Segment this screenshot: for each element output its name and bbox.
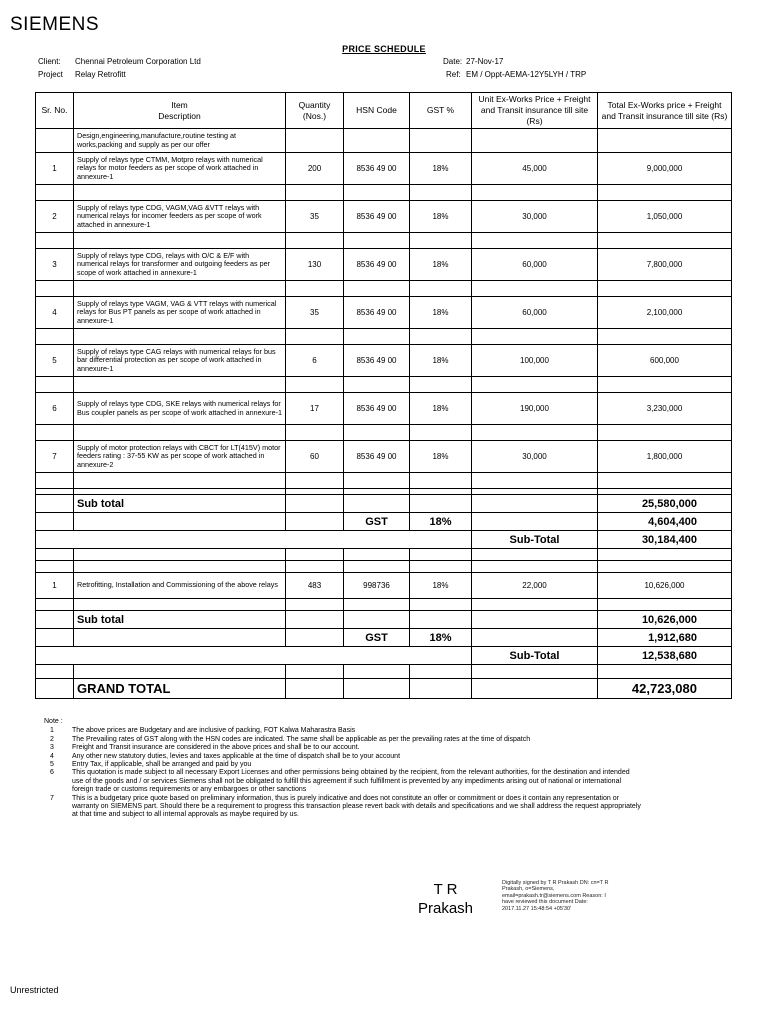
spacer-row xyxy=(36,549,732,561)
note-item xyxy=(44,769,642,794)
row-unit-price: 45,000 xyxy=(472,153,598,185)
empty-cell xyxy=(472,473,598,489)
row-total-price: 10,626,000 xyxy=(598,573,732,599)
empty-cell xyxy=(472,185,598,201)
subtotal-row xyxy=(36,495,732,513)
row-hsn-code: 8536 49 00 xyxy=(344,441,410,473)
empty-cell xyxy=(410,185,472,201)
signature-name xyxy=(418,880,473,918)
empty-cell xyxy=(286,329,344,345)
empty-cell xyxy=(344,549,410,561)
empty-cell xyxy=(74,329,286,345)
sub-total-label: Sub-Total xyxy=(472,531,598,549)
ref-label: Ref: xyxy=(446,70,461,79)
header-hsn: HSN Code xyxy=(344,93,410,129)
empty-cell xyxy=(598,665,732,679)
price-schedule-body xyxy=(35,152,732,699)
header-qty: Quantity (Nos.) xyxy=(286,93,344,129)
empty-cell xyxy=(472,629,598,647)
signature-name-line1: T R xyxy=(433,881,458,898)
empty-cell xyxy=(74,377,286,393)
row-description: Supply of relays type VAGM, VAG & VTT relays with numerical relays for Bus PT panels as per scope of work attached in annexure-1 xyxy=(74,297,286,329)
client-label: Client: xyxy=(38,57,61,66)
sub-total-blank xyxy=(36,531,472,549)
empty-cell xyxy=(344,679,410,699)
empty-cell xyxy=(286,233,344,249)
empty-cell xyxy=(410,599,472,611)
empty-cell xyxy=(36,629,74,647)
note-text: Any other new statutory duties, levies and taxes applicable at the time of dispatch shall be to your account xyxy=(72,752,401,760)
empty-cell xyxy=(286,561,344,573)
empty-cell xyxy=(74,513,286,531)
spacer-row xyxy=(36,599,732,611)
note-text: This is a budgetary price quote based on preliminary information, thus is purely indicative and does not constitute an offer or commitment or does it contain any representation or warranty on SIEMENS part. Should there be a requirement to progress this transaction please revert back with details and specifications and we shall address the request appropriately at that time and subject to all internal approvals as maybe required by us. xyxy=(72,794,641,819)
note-number: 6 xyxy=(50,769,54,777)
row-quantity: 483 xyxy=(286,573,344,599)
header-total-price: Total Ex-Works price + Freight and Transit insurance till site (Rs) xyxy=(598,93,732,129)
empty-cell xyxy=(472,281,598,297)
table-row xyxy=(36,297,732,329)
header-row xyxy=(36,93,732,129)
table-row xyxy=(36,201,732,233)
page-title xyxy=(0,44,768,54)
header-gst: GST % xyxy=(410,93,472,129)
empty-cell xyxy=(286,425,344,441)
table-row xyxy=(36,153,732,185)
empty-cell xyxy=(472,329,598,345)
empty-cell xyxy=(598,377,732,393)
empty-cell xyxy=(286,679,344,699)
empty-cell xyxy=(74,281,286,297)
date-value: 27-Nov-17 xyxy=(466,57,504,66)
row-unit-price: 100,000 xyxy=(472,345,598,377)
subtotal-label: Sub total xyxy=(74,495,286,513)
empty-cell xyxy=(36,549,74,561)
table-row xyxy=(36,441,732,473)
gst-percent: 18% xyxy=(410,513,472,531)
note-number: 7 xyxy=(50,794,54,802)
note-number: 2 xyxy=(50,735,54,743)
empty-cell xyxy=(36,513,74,531)
note-number: 1 xyxy=(50,727,54,735)
empty-cell xyxy=(472,549,598,561)
empty-cell xyxy=(344,665,410,679)
empty-cell xyxy=(36,425,74,441)
empty-cell xyxy=(286,599,344,611)
empty-cell xyxy=(472,425,598,441)
row-quantity: 35 xyxy=(286,201,344,233)
empty-cell xyxy=(36,329,74,345)
empty-cell xyxy=(410,549,472,561)
note-number: 4 xyxy=(50,752,54,760)
empty-cell xyxy=(344,473,410,489)
row-hsn-code: 8536 49 00 xyxy=(344,393,410,425)
empty-cell xyxy=(286,473,344,489)
gst-label: GST xyxy=(344,513,410,531)
note-number: 5 xyxy=(50,761,54,769)
spacer-row xyxy=(36,233,732,249)
header-item xyxy=(74,93,286,129)
empty-cell xyxy=(410,679,472,699)
row-sr: 7 xyxy=(36,441,74,473)
row-total-price: 3,230,000 xyxy=(598,393,732,425)
empty-cell xyxy=(286,629,344,647)
spacer-row xyxy=(36,425,732,441)
row-unit-price: 30,000 xyxy=(472,441,598,473)
empty-cell xyxy=(410,473,472,489)
empty-cell xyxy=(74,425,286,441)
row-unit-price: 22,000 xyxy=(472,573,598,599)
empty-cell xyxy=(36,233,74,249)
spacer-row xyxy=(36,329,732,345)
brand-logo: SIEMENS xyxy=(10,14,100,35)
note-text: The Prevailing rates of GST along with the HSN codes are indicated. The same shall be applicable as per the prevailing rates at the time of dispatch xyxy=(72,735,531,743)
empty-cell xyxy=(598,281,732,297)
table-row xyxy=(36,393,732,425)
digital-signature-text: Digitally signed by T R Prakash DN: cn=T R Prakash, o=Siemens, email=prakash.tr@siemens.com Reason: I have reviewed this document Date: 2017.11.27 15:48:54 +05'30' xyxy=(502,880,609,912)
spacer-row xyxy=(36,665,732,679)
empty-cell xyxy=(286,281,344,297)
empty-cell xyxy=(286,377,344,393)
intro-row xyxy=(36,129,732,153)
empty-cell xyxy=(410,329,472,345)
row-sr: 3 xyxy=(36,249,74,281)
subtotal-value: 25,580,000 xyxy=(598,495,732,513)
gst-row xyxy=(36,629,732,647)
empty-cell xyxy=(598,561,732,573)
empty-cell xyxy=(74,233,286,249)
row-quantity: 200 xyxy=(286,153,344,185)
header-item-line1: Item xyxy=(171,99,188,110)
empty-cell xyxy=(598,549,732,561)
empty-cell xyxy=(36,473,74,489)
row-sr: 2 xyxy=(36,201,74,233)
empty-cell xyxy=(286,495,344,513)
sub-total-value: 12,538,680 xyxy=(598,647,732,665)
grand-total-label: GRAND TOTAL xyxy=(74,679,286,699)
empty-cell xyxy=(36,599,74,611)
empty-cell xyxy=(74,473,286,489)
empty-cell xyxy=(74,561,286,573)
client-value: Chennai Petroleum Corporation Ltd xyxy=(75,57,201,66)
row-gst: 18% xyxy=(410,249,472,281)
empty-cell xyxy=(472,233,598,249)
gst-label: GST xyxy=(344,629,410,647)
subtotal-value: 10,626,000 xyxy=(598,611,732,629)
note-item xyxy=(44,761,642,769)
row-description: Supply of motor protection relays with CBCT for LT(415V) motor feeders rating : 37-55 KW as per scope of work attached in annexure-2 xyxy=(74,441,286,473)
empty-cell xyxy=(472,611,598,629)
subtotal-label: Sub total xyxy=(74,611,286,629)
sub-total-value: 30,184,400 xyxy=(598,531,732,549)
empty-cell xyxy=(36,679,74,699)
spacer-row xyxy=(36,281,732,297)
empty-cell xyxy=(344,233,410,249)
row-gst: 18% xyxy=(410,441,472,473)
sub-total-blank xyxy=(36,647,472,665)
row-description: Supply of relays type CTMM, Motpro relays with numerical relays for motor feeders as per scope of work attached in annexure-1 xyxy=(74,153,286,185)
empty-cell xyxy=(410,425,472,441)
empty-cell xyxy=(286,549,344,561)
empty-cell xyxy=(286,611,344,629)
row-quantity: 60 xyxy=(286,441,344,473)
empty-cell xyxy=(410,611,472,629)
note-text: This quotation is made subject to all necessary Export Licenses and other permissions being obtained by the recipient, from the relevant authorities, for the destination and intended use of the goods and / or services Siemens shall not be obligated to fulfill this agreement if such fulfillment is prevented by any impediments arising out of national or international foreign trade or customs requirements or any embargoes or other sanctions xyxy=(72,769,630,794)
title-text: PRICE SCHEDULE xyxy=(342,44,426,54)
row-hsn-code: 8536 49 00 xyxy=(344,153,410,185)
grand-total-row xyxy=(36,679,732,699)
row-hsn-code: 998736 xyxy=(344,573,410,599)
empty-cell xyxy=(344,281,410,297)
empty-cell xyxy=(74,665,286,679)
sub-total-label: Sub-Total xyxy=(472,647,598,665)
spacer-row xyxy=(36,185,732,201)
row-hsn-code: 8536 49 00 xyxy=(344,201,410,233)
note-number: 3 xyxy=(50,744,54,752)
notes-heading: Note : xyxy=(44,718,63,725)
row-unit-price: 60,000 xyxy=(472,297,598,329)
empty-cell xyxy=(36,611,74,629)
row-sr: 1 xyxy=(36,153,74,185)
empty-cell xyxy=(74,185,286,201)
row-total-price: 9,000,000 xyxy=(598,153,732,185)
empty-cell xyxy=(344,377,410,393)
project-label: Project xyxy=(38,70,63,79)
header-item-line2: Description xyxy=(158,110,201,121)
empty-cell xyxy=(344,425,410,441)
empty-cell xyxy=(472,561,598,573)
notes-section xyxy=(44,718,642,820)
row-unit-price: 30,000 xyxy=(472,201,598,233)
row-gst: 18% xyxy=(410,201,472,233)
row-total-price: 7,800,000 xyxy=(598,249,732,281)
gst-row xyxy=(36,513,732,531)
row-total-price: 600,000 xyxy=(598,345,732,377)
empty-cell xyxy=(286,513,344,531)
date-label: Date: xyxy=(443,57,463,66)
price-schedule-table xyxy=(35,92,732,153)
row-hsn-code: 8536 49 00 xyxy=(344,345,410,377)
row-unit-price: 190,000 xyxy=(472,393,598,425)
note-item xyxy=(44,753,642,761)
sub-total-row xyxy=(36,531,732,549)
note-item xyxy=(44,736,642,744)
row-quantity: 6 xyxy=(286,345,344,377)
spacer-row xyxy=(36,561,732,573)
row-unit-price: 60,000 xyxy=(472,249,598,281)
note-text: The above prices are Budgetary and are inclusive of packing, FOT Kalwa Maharastra Basis xyxy=(72,727,356,735)
row-quantity: 130 xyxy=(286,249,344,281)
empty-cell xyxy=(598,473,732,489)
row-hsn-code: 8536 49 00 xyxy=(344,297,410,329)
classification-footer: Unrestricted xyxy=(10,985,59,995)
row-description: Supply of relays type CDG, SKE relays with numerical relays for Bus coupler panels as per scope of work attached in annexure-1 xyxy=(74,393,286,425)
empty-cell xyxy=(344,185,410,201)
empty-cell xyxy=(410,233,472,249)
intro-description: Design,engineering,manufacture,routine testing at works,packing and supply as per our offer xyxy=(74,129,286,153)
empty-cell xyxy=(286,185,344,201)
subtotal-row xyxy=(36,611,732,629)
empty-cell xyxy=(598,233,732,249)
signature-name-line2: Prakash xyxy=(418,900,474,917)
empty-cell xyxy=(598,425,732,441)
row-gst: 18% xyxy=(410,345,472,377)
row-gst: 18% xyxy=(410,393,472,425)
row-total-price: 1,050,000 xyxy=(598,201,732,233)
empty-cell xyxy=(344,599,410,611)
project-value: Relay Retrofitt xyxy=(75,70,126,79)
empty-cell xyxy=(36,185,74,201)
note-item xyxy=(44,727,642,735)
ref-value: EM / Oppt-AEMA-12Y5LYH / TRP xyxy=(466,70,587,79)
row-description: Retrofitting, Installation and Commissioning of the above relays xyxy=(74,573,286,599)
empty-cell xyxy=(36,281,74,297)
empty-cell xyxy=(472,679,598,699)
note-item xyxy=(44,744,642,752)
empty-cell xyxy=(472,599,598,611)
row-gst: 18% xyxy=(410,573,472,599)
row-description: Supply of relays type CAG relays with numerical relays for bus bar differential protection as per scope of work attached in annexure-1 xyxy=(74,345,286,377)
table-row xyxy=(36,345,732,377)
row-sr: 5 xyxy=(36,345,74,377)
empty-cell xyxy=(344,329,410,345)
note-text: Entry Tax, if applicable, shall be arranged and paid by you xyxy=(72,761,252,769)
row-sr: 6 xyxy=(36,393,74,425)
note-item xyxy=(44,795,642,820)
row-quantity: 17 xyxy=(286,393,344,425)
empty-cell xyxy=(36,561,74,573)
empty-cell xyxy=(410,281,472,297)
header-unit-price: Unit Ex-Works Price + Freight and Transit insurance till site (Rs) xyxy=(472,93,598,129)
row-description: Supply of relays type CDG, VAGM,VAG &VTT relays with numerical relays for incomer feeders as per scope of work attached in annexure-1 xyxy=(74,201,286,233)
empty-cell xyxy=(74,549,286,561)
table-row xyxy=(36,573,732,599)
empty-cell xyxy=(344,495,410,513)
empty-cell xyxy=(472,665,598,679)
row-gst: 18% xyxy=(410,297,472,329)
empty-cell xyxy=(36,377,74,393)
row-quantity: 35 xyxy=(286,297,344,329)
empty-cell xyxy=(344,611,410,629)
gst-value: 1,912,680 xyxy=(598,629,732,647)
empty-cell xyxy=(598,329,732,345)
table-row xyxy=(36,249,732,281)
empty-cell xyxy=(410,495,472,513)
grand-total-value: 42,723,080 xyxy=(598,679,732,699)
row-sr: 1 xyxy=(36,573,74,599)
header-sr: Sr. No. xyxy=(36,93,74,129)
note-text: Freight and Transit insurance are considered in the above prices and shall be to our account. xyxy=(72,744,360,752)
row-hsn-code: 8536 49 00 xyxy=(344,249,410,281)
empty-cell xyxy=(598,185,732,201)
empty-cell xyxy=(598,599,732,611)
empty-cell xyxy=(410,665,472,679)
sub-total-row xyxy=(36,647,732,665)
spacer-row xyxy=(36,377,732,393)
row-sr: 4 xyxy=(36,297,74,329)
empty-cell xyxy=(74,599,286,611)
row-total-price: 2,100,000 xyxy=(598,297,732,329)
row-description: Supply of relays type CDG, relays with O/C & E/F with numerical relays for transformer and outgoing feeders as per scope of work attached in annexure-1 xyxy=(74,249,286,281)
empty-cell xyxy=(286,665,344,679)
gst-value: 4,604,400 xyxy=(598,513,732,531)
empty-cell xyxy=(472,377,598,393)
spacer-row xyxy=(36,473,732,489)
empty-cell xyxy=(472,513,598,531)
empty-cell xyxy=(472,495,598,513)
row-gst: 18% xyxy=(410,153,472,185)
empty-cell xyxy=(36,665,74,679)
row-total-price: 1,800,000 xyxy=(598,441,732,473)
empty-cell xyxy=(344,561,410,573)
empty-cell xyxy=(74,629,286,647)
empty-cell xyxy=(410,377,472,393)
empty-cell xyxy=(36,495,74,513)
gst-percent: 18% xyxy=(410,629,472,647)
empty-cell xyxy=(410,561,472,573)
